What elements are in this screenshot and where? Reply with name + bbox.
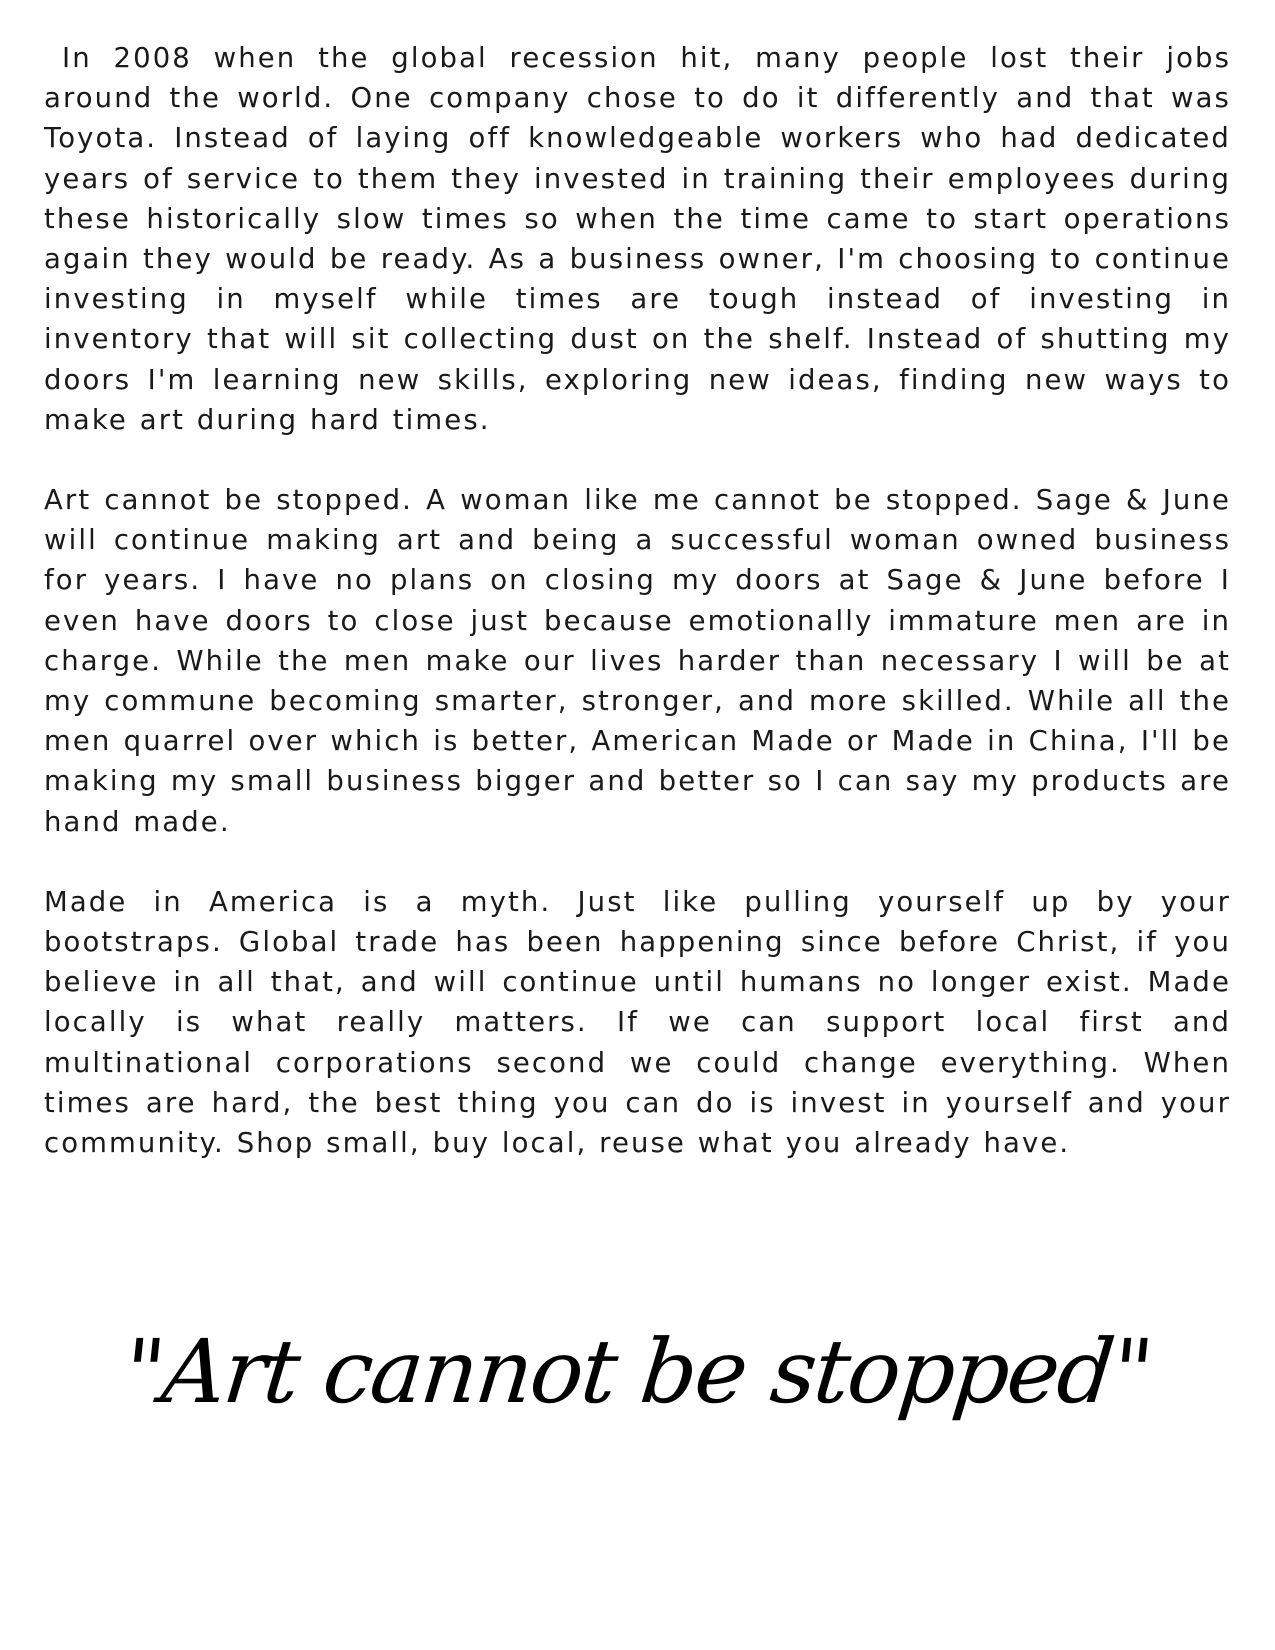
paragraph-art-cannot-be-stopped: Art cannot be stopped. A woman like me cannot be stopped. Sage & June will continue making art and being a successful woman owned business for years. I have no plans on closing my doors at Sage & June before I even have doors to close just because emotionally immature men are in charge. While the men make our lives harder than necessary I will be at my commune becoming smarter, stronger, and more skilled. While all the men quarrel over which is better, American Made or Made in China, I'll be making my small business bigger and better so I can say my products are hand made.	[44, 484, 1231, 838]
pull-quote: "Art cannot be stopped"	[118, 1320, 1157, 1423]
document-body	[44, 38, 1231, 1203]
paragraph-made-in-america: Made in America is a myth. Just like pulling yourself up by your bootstraps. Global trade has been happening since before Christ, if you believe in all that, and will continue until humans no longer exist. Made locally is what really matters. If we can support local first and multinational corporations second we could change everything. When times are hard, the best thing you can do is invest in yourself and your community. Shop small, buy local, reuse what you already have.	[44, 885, 1231, 1160]
paragraph-recession: In 2008 when the global recession hit, many people lost their jobs around the world. One company chose to do it differently and that was Toyota. Instead of laying off knowledgeable workers who had dedicated years of service to them they invested in training their employees during these historically slow times so when the time came to start operations again they would be ready. As a business owner, I'm choosing to continue investing in myself while times are tough instead of investing in inventory that will sit collecting dust on the shelf. Instead of shutting my doors I'm learning new skills, exploring new ideas, finding new ways to make art during hard times.	[44, 42, 1231, 436]
